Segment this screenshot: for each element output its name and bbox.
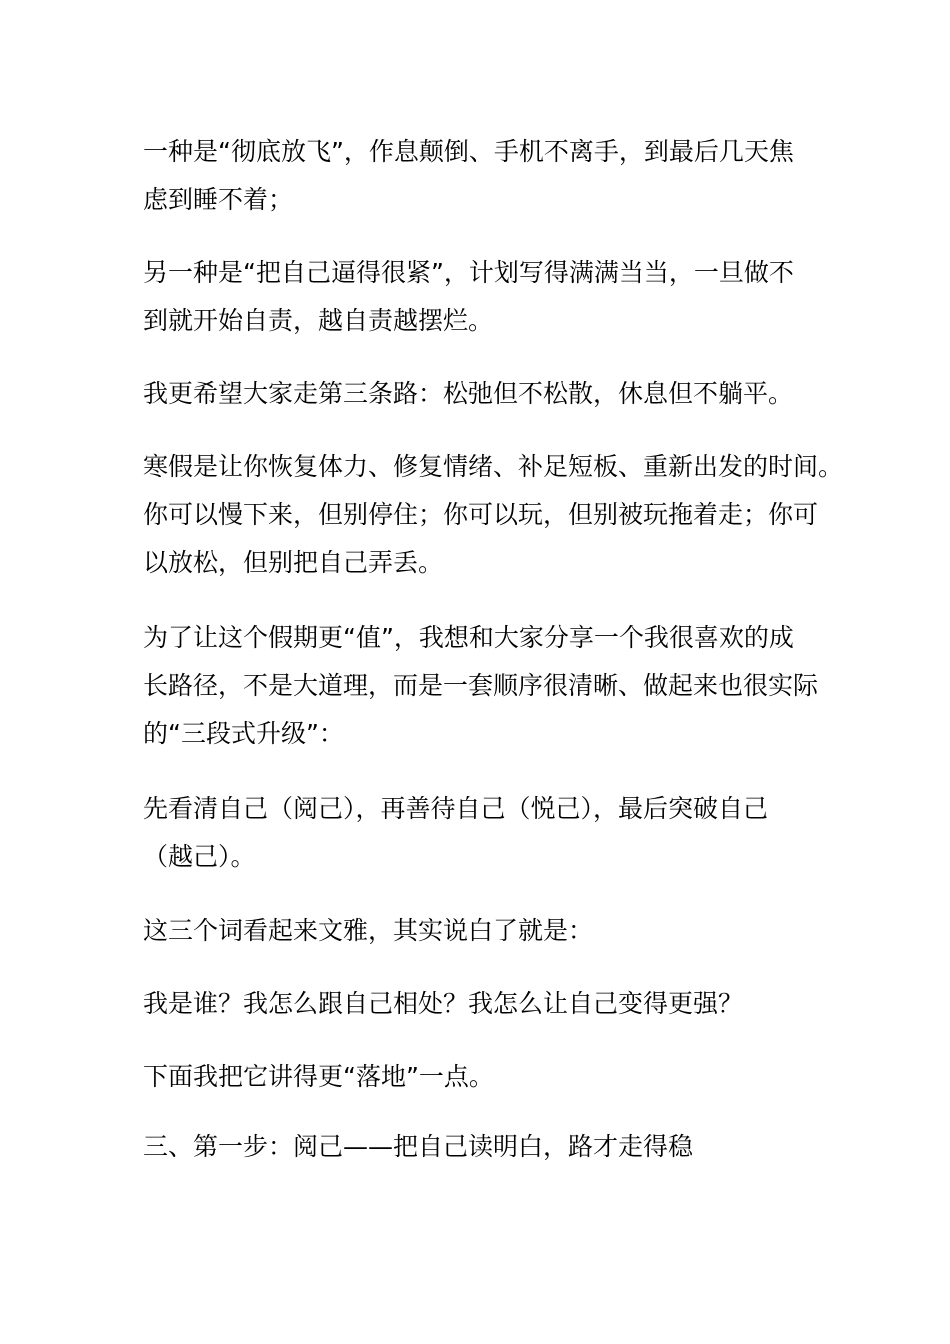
paragraph-third-path (143, 370, 813, 418)
text-line: 另一种是“把自己逼得很紧”，计划写得满满当当，一旦做不 (143, 258, 794, 287)
paragraph-three-questions (143, 980, 813, 1028)
paragraph-two-extremes-first (143, 128, 813, 224)
text-line: 的“三段式升级”： (143, 719, 344, 748)
paragraph-three-stages (143, 785, 813, 881)
paragraph-two-extremes-second (143, 249, 813, 345)
paragraph-winter-break (143, 443, 844, 587)
text-line: 到就开始自责，越自责越摆烂。 (143, 306, 494, 335)
section-heading-step-one (143, 1123, 813, 1171)
text-line: 长路径，不是大道理，而是一套顺序很清晰、做起来也很实际 (143, 671, 819, 700)
text-line: 虑到睡不着； (143, 185, 294, 214)
text-line: 为了让这个假期更“值”，我想和大家分享一个我很喜欢的成 (143, 623, 794, 652)
text-line: （越己）。 (143, 842, 256, 871)
paragraph-growth-path (143, 614, 819, 758)
text-line: 我是谁？我怎么跟自己相处？我怎么让自己变得更强？ (143, 989, 744, 1018)
text-line: 下面我把它讲得更“落地”一点。 (143, 1062, 494, 1091)
text-line: 这三个词看起来文雅，其实说白了就是： (143, 916, 594, 945)
paragraph-down-to-earth (143, 1053, 813, 1101)
text-line: 我更希望大家走第三条路：松弛但不松散，休息但不躺平。 (143, 379, 794, 408)
text-line: 先看清自己（阅己），再善待自己（悦己），最后突破自己 (143, 794, 769, 823)
text-line: 一种是“彻底放飞”，作息颠倒、手机不离手，到最后几天焦 (143, 137, 794, 166)
text-line: 以放松，但别把自己弄丢。 (143, 548, 444, 577)
text-line: 你可以慢下来，但别停住；你可以玩，但别被玩拖着走；你可 (143, 500, 819, 529)
text-line: 寒假是让你恢复体力、修复情绪、补足短板、重新出发的时间。 (143, 452, 844, 481)
heading-line: 三、第一步：阅己——把自己读明白，路才走得稳 (143, 1132, 694, 1161)
paragraph-plain-meaning (143, 907, 813, 955)
